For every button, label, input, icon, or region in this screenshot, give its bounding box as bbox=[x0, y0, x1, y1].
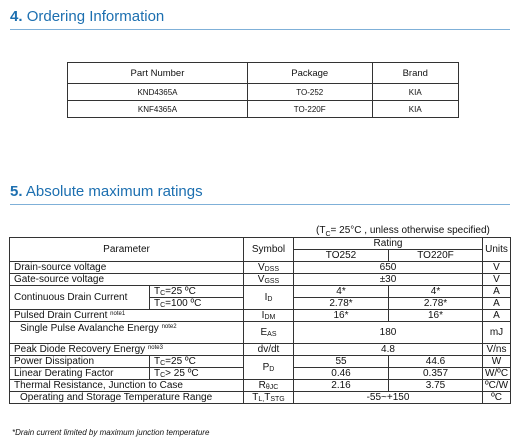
condition-cell: $T_C=25$ ºC bbox=[150, 286, 244, 298]
symbol-cell: $I_D$ bbox=[244, 286, 294, 310]
symbol-cell: $V_{DSS}$ bbox=[244, 262, 294, 274]
symbol-cell: $T_{L,}T_{STG}$ bbox=[244, 392, 294, 404]
value-cell: 44.6 bbox=[389, 356, 483, 368]
ordering-section-number: 4. bbox=[10, 8, 23, 25]
ratings-section-heading: Absolute maximum ratings bbox=[25, 183, 203, 200]
param-cell: Single Pulse Avalanche Energy $^{note2}$ bbox=[10, 322, 244, 344]
brand-cell: KIA bbox=[372, 101, 458, 118]
value-cell: 16* bbox=[294, 310, 389, 322]
header-to252: TO252 bbox=[294, 250, 389, 262]
symbol-cell: dv/dt bbox=[244, 344, 294, 356]
unit-cell: ºC/W bbox=[483, 380, 511, 392]
table-row bbox=[10, 310, 511, 322]
package-cell: TO-220F bbox=[247, 101, 372, 118]
header-package: Package bbox=[247, 63, 372, 84]
table-row bbox=[68, 101, 459, 118]
table-row bbox=[10, 262, 511, 274]
unit-cell: W bbox=[483, 356, 511, 368]
value-cell: 2.16 bbox=[294, 380, 389, 392]
ordering-section-heading: Ordering Information bbox=[26, 8, 165, 25]
table-row bbox=[10, 380, 511, 392]
value-cell: 0.46 bbox=[294, 368, 389, 380]
table-row bbox=[10, 322, 511, 344]
value-cell: 3.75 bbox=[389, 380, 483, 392]
ordering-section-title bbox=[10, 8, 164, 25]
absolute-max-ratings-table bbox=[9, 237, 511, 404]
value-cell: 4* bbox=[294, 286, 389, 298]
param-cell: Drain-source voltage bbox=[10, 262, 244, 274]
section-divider bbox=[10, 204, 510, 205]
symbol-cell: $V_{GSS}$ bbox=[244, 274, 294, 286]
table-row bbox=[68, 84, 459, 101]
header-symbol: Symbol bbox=[244, 238, 294, 262]
value-cell: 4* bbox=[389, 286, 483, 298]
brand-cell: KIA bbox=[372, 84, 458, 101]
param-cell: Pulsed Drain Current $^{note1}$ bbox=[10, 310, 244, 322]
condition-cell: $T_C> 25$ ºC bbox=[150, 368, 244, 380]
value-cell: 2.78* bbox=[389, 298, 483, 310]
part-number-cell: KND4365A bbox=[68, 84, 248, 101]
ratings-header-row bbox=[10, 238, 511, 250]
value-cell: 4.8 bbox=[294, 344, 483, 356]
header-units: Units bbox=[483, 238, 511, 262]
unit-cell: A bbox=[483, 310, 511, 322]
param-cell: Power Dissipation bbox=[10, 356, 150, 368]
package-cell: TO-252 bbox=[247, 84, 372, 101]
part-number-cell: KNF4365A bbox=[68, 101, 248, 118]
table-row bbox=[10, 392, 511, 404]
header-to220f: TO220F bbox=[389, 250, 483, 262]
unit-cell: V bbox=[483, 262, 511, 274]
table-row bbox=[10, 344, 511, 356]
section-divider bbox=[10, 29, 510, 30]
table-row bbox=[10, 286, 511, 298]
table-row bbox=[10, 356, 511, 368]
unit-cell: W/ºC bbox=[483, 368, 511, 380]
symbol-cell: $I_{DM}$ bbox=[244, 310, 294, 322]
value-cell: ±30 bbox=[294, 274, 483, 286]
unit-cell: V bbox=[483, 274, 511, 286]
symbol-cell: $E_{AS}$ bbox=[244, 322, 294, 344]
param-cell: Thermal Resistance, Junction to Case bbox=[10, 380, 244, 392]
value-cell: 16* bbox=[389, 310, 483, 322]
value-cell: -55~+150 bbox=[294, 392, 483, 404]
unit-cell: A bbox=[483, 298, 511, 310]
param-cell: Linear Derating Factor bbox=[10, 368, 150, 380]
symbol-cell: $R_{\theta JC}$ bbox=[244, 380, 294, 392]
ordering-table-header bbox=[68, 63, 459, 84]
value-cell: 180 bbox=[294, 322, 483, 344]
unit-cell: ºC bbox=[483, 392, 511, 404]
table-row bbox=[10, 274, 511, 286]
param-cell: Operating and Storage Temperature Range bbox=[10, 392, 244, 404]
unit-cell: A bbox=[483, 286, 511, 298]
param-cell: Continuous Drain Current bbox=[10, 286, 150, 310]
footnote: *Drain current limited by maximum junction temperature bbox=[12, 428, 210, 437]
value-cell: 0.357 bbox=[389, 368, 483, 380]
ratings-section-title bbox=[10, 183, 203, 200]
header-brand: Brand bbox=[372, 63, 458, 84]
param-cell: Gate-source voltage bbox=[10, 274, 244, 286]
value-cell: 2.78* bbox=[294, 298, 389, 310]
test-condition-note: ($T_C= 25^\circ C$ , unless otherwise specified) bbox=[316, 225, 490, 238]
param-cell: Peak Diode Recovery Energy $^{note3}$ bbox=[10, 344, 244, 356]
value-cell: 650 bbox=[294, 262, 483, 274]
ratings-section-number: 5. bbox=[10, 183, 23, 200]
header-rating: Rating bbox=[294, 238, 483, 250]
condition-cell: $T_C=25$ ºC bbox=[150, 356, 244, 368]
unit-cell: mJ bbox=[483, 322, 511, 344]
ordering-table bbox=[67, 62, 459, 118]
unit-cell: V/ns bbox=[483, 344, 511, 356]
condition-cell: $T_C=100$ ºC bbox=[150, 298, 244, 310]
value-cell: 55 bbox=[294, 356, 389, 368]
header-part-number: Part Number bbox=[68, 63, 248, 84]
header-parameter: Parameter bbox=[10, 238, 244, 262]
symbol-cell: $P_D$ bbox=[244, 356, 294, 380]
